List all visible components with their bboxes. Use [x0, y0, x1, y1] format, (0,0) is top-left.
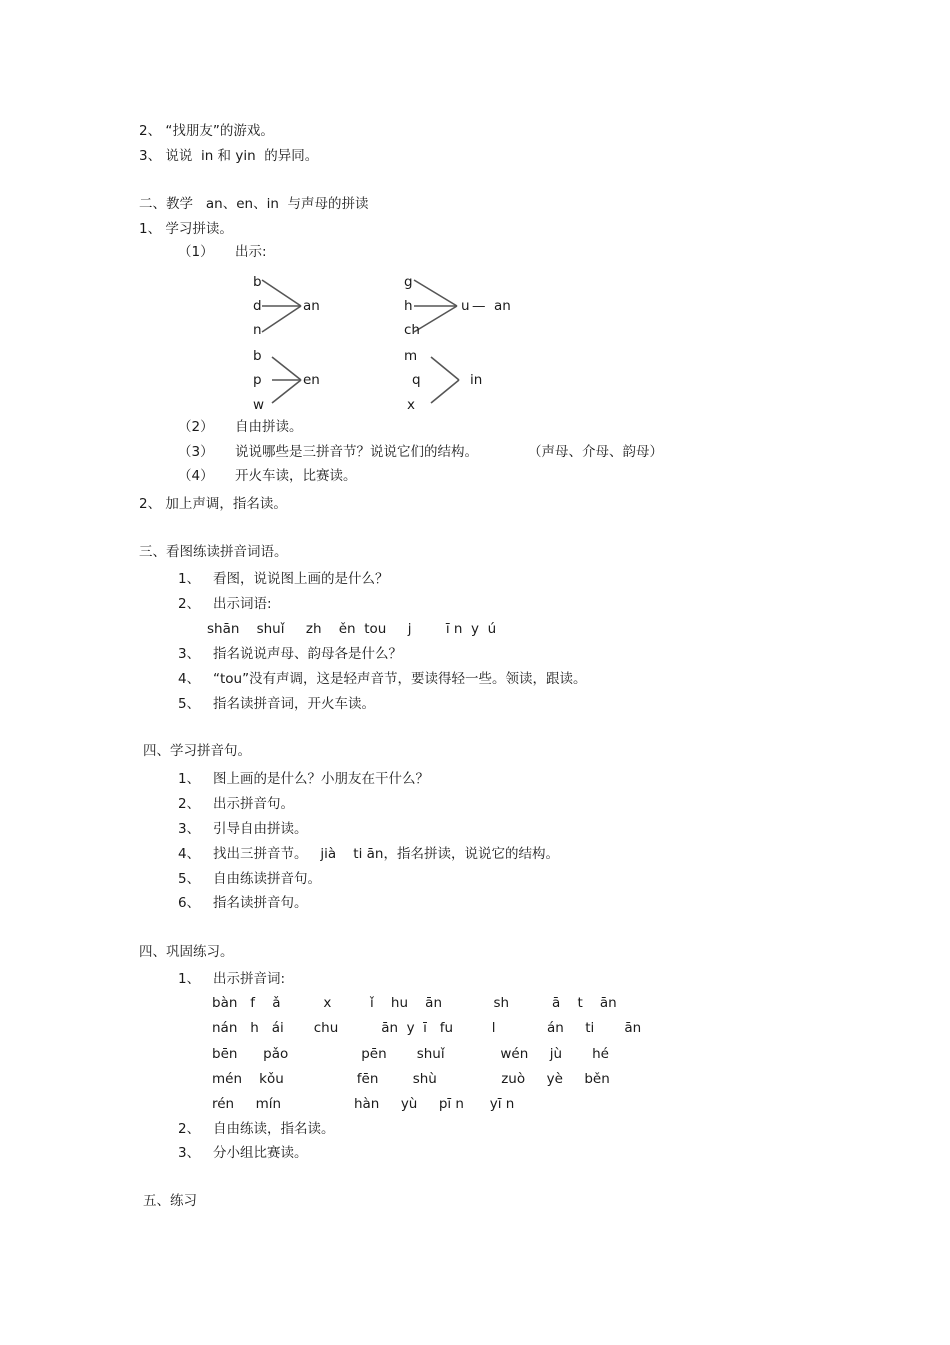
list-item: （3） 说说哪些是三拼音节？说说它们的结构。 [178, 444, 479, 460]
diagram-initial: d [253, 298, 262, 314]
list-item: 2、 加上声调，指名读。 [139, 496, 287, 512]
list-item: 1、 图上画的是什么？小朋友在干什么？ [178, 771, 429, 787]
list-item: （1） 出示: [178, 244, 267, 260]
list-item: （2） 自由拼读。 [178, 419, 303, 435]
diagram-initial: b [253, 274, 262, 290]
diagram-dash: — [472, 298, 486, 314]
section-heading: 五、练习 [143, 1193, 197, 1209]
diagram-initial: x [407, 397, 415, 413]
diagram-initial: n [253, 322, 262, 338]
diagram-initial: p [253, 372, 262, 388]
diagram-final: in [470, 372, 483, 388]
diagram-medial: u [461, 298, 470, 314]
list-item: 1、 出示拼音词: [178, 971, 286, 987]
list-item: 5、 指名读拼音词，开火车读。 [178, 696, 375, 712]
list-item: 6、 指名读拼音句。 [178, 895, 308, 911]
diagram-initial: g [404, 274, 413, 290]
diagram-final: an [303, 298, 320, 314]
list-item: 3、 分小组比赛读。 [178, 1145, 308, 1161]
list-item: 3、 说说 in 和 yin 的异同。 [139, 148, 319, 164]
list-item: 5、 自由练读拼音句。 [178, 871, 321, 887]
list-item-note: （声母、介母、韵母） [528, 444, 663, 460]
diagram-final: en [303, 372, 320, 388]
list-item: （4） 开火车读，比赛读。 [178, 468, 357, 484]
section-heading: 四、巩固练习。 [139, 944, 234, 960]
list-item: 1、 学习拼读。 [139, 221, 233, 237]
section-heading: 三、看图练读拼音词语。 [139, 544, 288, 560]
list-item: 4、 “tou”没有声调，这是轻声音节，要读得轻一些。领读，跟读。 [178, 671, 587, 687]
section-heading: 四、学习拼音句。 [143, 743, 251, 759]
pinyin-line: rén mín hàn yù pī n yī n [212, 1096, 515, 1112]
pinyin-line: nán h ái chu ān y ī fu l án ti ān [212, 1020, 642, 1036]
list-item: 2、 自由练读，指名读。 [178, 1121, 335, 1137]
pinyin-line: bēn pǎo pēn shuǐ wén jù hé [212, 1046, 609, 1062]
list-item: 4、 找出三拼音节。 jià ti ān，指名拼读，说说它的结构。 [178, 846, 559, 862]
list-item: 3、 指名说说声母、韵母各是什么？ [178, 646, 402, 662]
diagram-initial: m [404, 348, 418, 364]
list-item: 1、 看图，说说图上画的是什么？ [178, 571, 389, 587]
diagram-initial: w [253, 397, 265, 413]
pinyin-line: bàn f ǎ x ǐ hu ān sh ā t ān [212, 995, 617, 1011]
pinyin-line: mén kǒu fēn shù zuò yè běn [212, 1071, 610, 1087]
list-item: 2、 出示词语: [178, 596, 272, 612]
diagram-initial: q [412, 372, 421, 388]
diagram-initial: ch [404, 322, 420, 338]
list-item: 3、 引导自由拼读。 [178, 821, 308, 837]
diagram-initial: b [253, 348, 262, 364]
section-heading: 二、教学 an、en、in 与声母的拼读 [139, 196, 369, 212]
list-item: 2、 “找朋友”的游戏。 [139, 123, 274, 139]
list-item: 2、 出示拼音句。 [178, 796, 294, 812]
diagram-final: an [494, 298, 511, 314]
diagram-initial: h [404, 298, 413, 314]
pinyin-line: shān shuǐ zh ěn tou j ī n y ú [207, 621, 497, 637]
